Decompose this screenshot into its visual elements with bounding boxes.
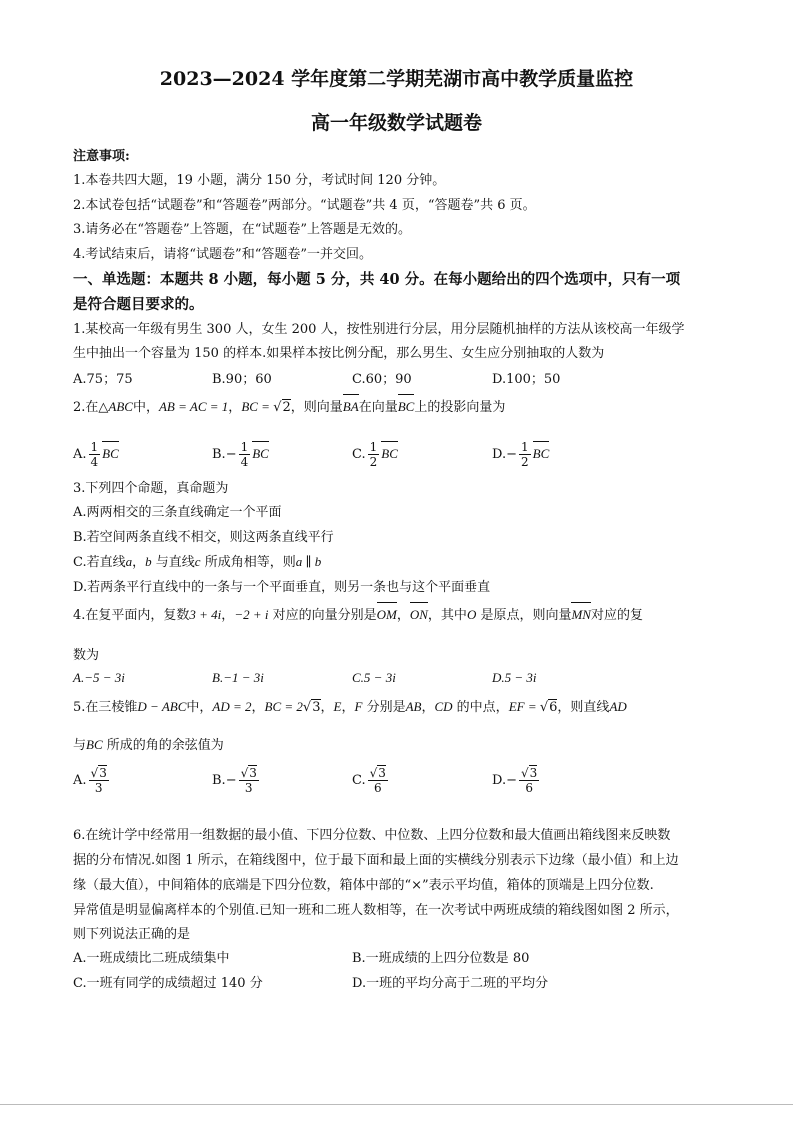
q6-stem-cont: 据的分布情况.如图 1 所示，在箱线图中，位于最下面和最上面的实横线分别表示下边缘（最小值）和上边	[73, 853, 679, 868]
q5-option-c: C. $\frac{√3}{6}$	[352, 766, 386, 795]
q5-option-b: B.− $\frac{√3}{3}$	[212, 766, 257, 795]
q6-stem-cont: 则下列说法正确的是	[73, 927, 191, 942]
q3-option-b: B.若空间两条直线不相交，则这两条直线平行	[73, 530, 334, 545]
q6-option-d: D.一班的平均分高于二班的平均分	[352, 976, 549, 991]
q4-option-b: B.−1 − 3i	[212, 670, 264, 685]
q1-option-c: C.60；90	[352, 372, 412, 387]
q1-stem: 1.某校高一年级有男生 300 人，女生 200 人，按性别进行分层，用分层随机抽样的方法从该校高一年级学	[73, 322, 685, 337]
q4-option-c: C.5 − 3i	[352, 670, 396, 685]
q3-option-c: C.若直线a，b 与直线c 所成角相等，则a ∥ b	[73, 554, 322, 570]
q3-option-d: D.若两条平行直线中的一条与一个平面垂直，则另一条也与这个平面垂直	[73, 580, 491, 595]
exam-title: 2023—2024 学年度第二学期芜湖市高中教学质量监控	[159, 68, 634, 90]
q2-option-b: B.− $\frac{1}{4}$ BC	[212, 440, 269, 469]
q1-option-d: D.100；50	[492, 372, 561, 387]
q5-stem: 5.在三棱锥D − ABC中，AD = 2，BC = 2√3，E，F 分别是AB，CD 的中点，EF = √6，则直线AD	[73, 699, 627, 715]
q2-stem: 2.在△ABC中，AB = AC = 1，BC = √2，则向量BA在向量BC上的投影向量为	[73, 399, 506, 415]
q6-stem-cont: 异常值是明显偏离样本的个别值.已知一班和二班人数相等，在一次考试中两班成绩的箱线图如图 2 所示，	[73, 903, 679, 918]
notice-item: 1.本卷共四大题，19 小题，满分 150 分，考试时间 120 分钟。	[73, 173, 446, 188]
page-footer-divider	[0, 1104, 793, 1105]
notice-item: 3.请务必在“答题卷”上答题，在“试题卷”上答题是无效的。	[73, 222, 411, 237]
q3-option-a: A.两两相交的三条直线确定一个平面	[73, 505, 282, 520]
q4-stem-cont: 数为	[73, 648, 100, 663]
q2-option-a: A. $\frac{1}{4}$ BC	[73, 440, 119, 469]
q1-option-b: B.90；60	[212, 372, 272, 387]
notice-heading: 注意事项:	[73, 149, 130, 164]
q2-option-d: D.− $\frac{1}{2}$ BC	[492, 440, 550, 469]
q6-option-c: C.一班有同学的成绩超过 140 分	[73, 976, 263, 991]
q4-option-d: D.5 − 3i	[492, 670, 537, 685]
q1-stem-cont: 生中抽出一个容量为 150 的样本.如果样本按比例分配，那么男生、女生应分别抽取的人数为	[73, 346, 605, 361]
q4-option-a: A.−5 − 3i	[73, 670, 125, 685]
q6-option-b: B.一班成绩的上四分位数是 80	[352, 951, 530, 966]
section-heading: 一、单选题：本题共 8 小题，每小题 5 分，共 40 分。在每小题给出的四个选项中，只有一项	[73, 271, 681, 288]
q2-option-c: C. $\frac{1}{2}$ BC	[352, 440, 398, 469]
q3-stem: 3.下列四个命题，真命题为	[73, 481, 229, 496]
exam-subtitle: 高一年级数学试题卷	[310, 112, 482, 134]
q6-stem-cont: 缘（最大值），中间箱体的底端是下四分位数，箱体中部的“×”表示平均值，箱体的顶端是上四分位数.	[73, 878, 654, 893]
q4-stem: 4.在复平面内，复数3 + 4i，−2 + i 对应的向量分别是OM，ON，其中O 是原点，则向量MN对应的复	[73, 607, 643, 623]
q5-option-d: D.− $\frac{√3}{6}$	[492, 766, 538, 795]
q5-option-a: A. $\frac{√3}{3}$	[73, 766, 107, 795]
notice-item: 4.考试结束后，请将“试题卷”和“答题卷”一并交回。	[73, 247, 372, 262]
notice-item: 2.本试卷包括“试题卷”和“答题卷”两部分。“试题卷”共 4 页，“答题卷”共 6 页。	[73, 198, 536, 213]
q5-stem-cont: 与BC 所成的角的余弦值为	[73, 737, 224, 753]
q6-option-a: A.一班成绩比二班成绩集中	[73, 951, 230, 966]
section-heading-cont: 是符合题目要求的。	[73, 296, 204, 313]
q1-option-a: A.75；75	[73, 372, 133, 387]
q6-stem: 6.在统计学中经常用一组数据的最小值、下四分位数、中位数、上四分位数和最大值画出箱线图来反映数	[73, 828, 671, 843]
